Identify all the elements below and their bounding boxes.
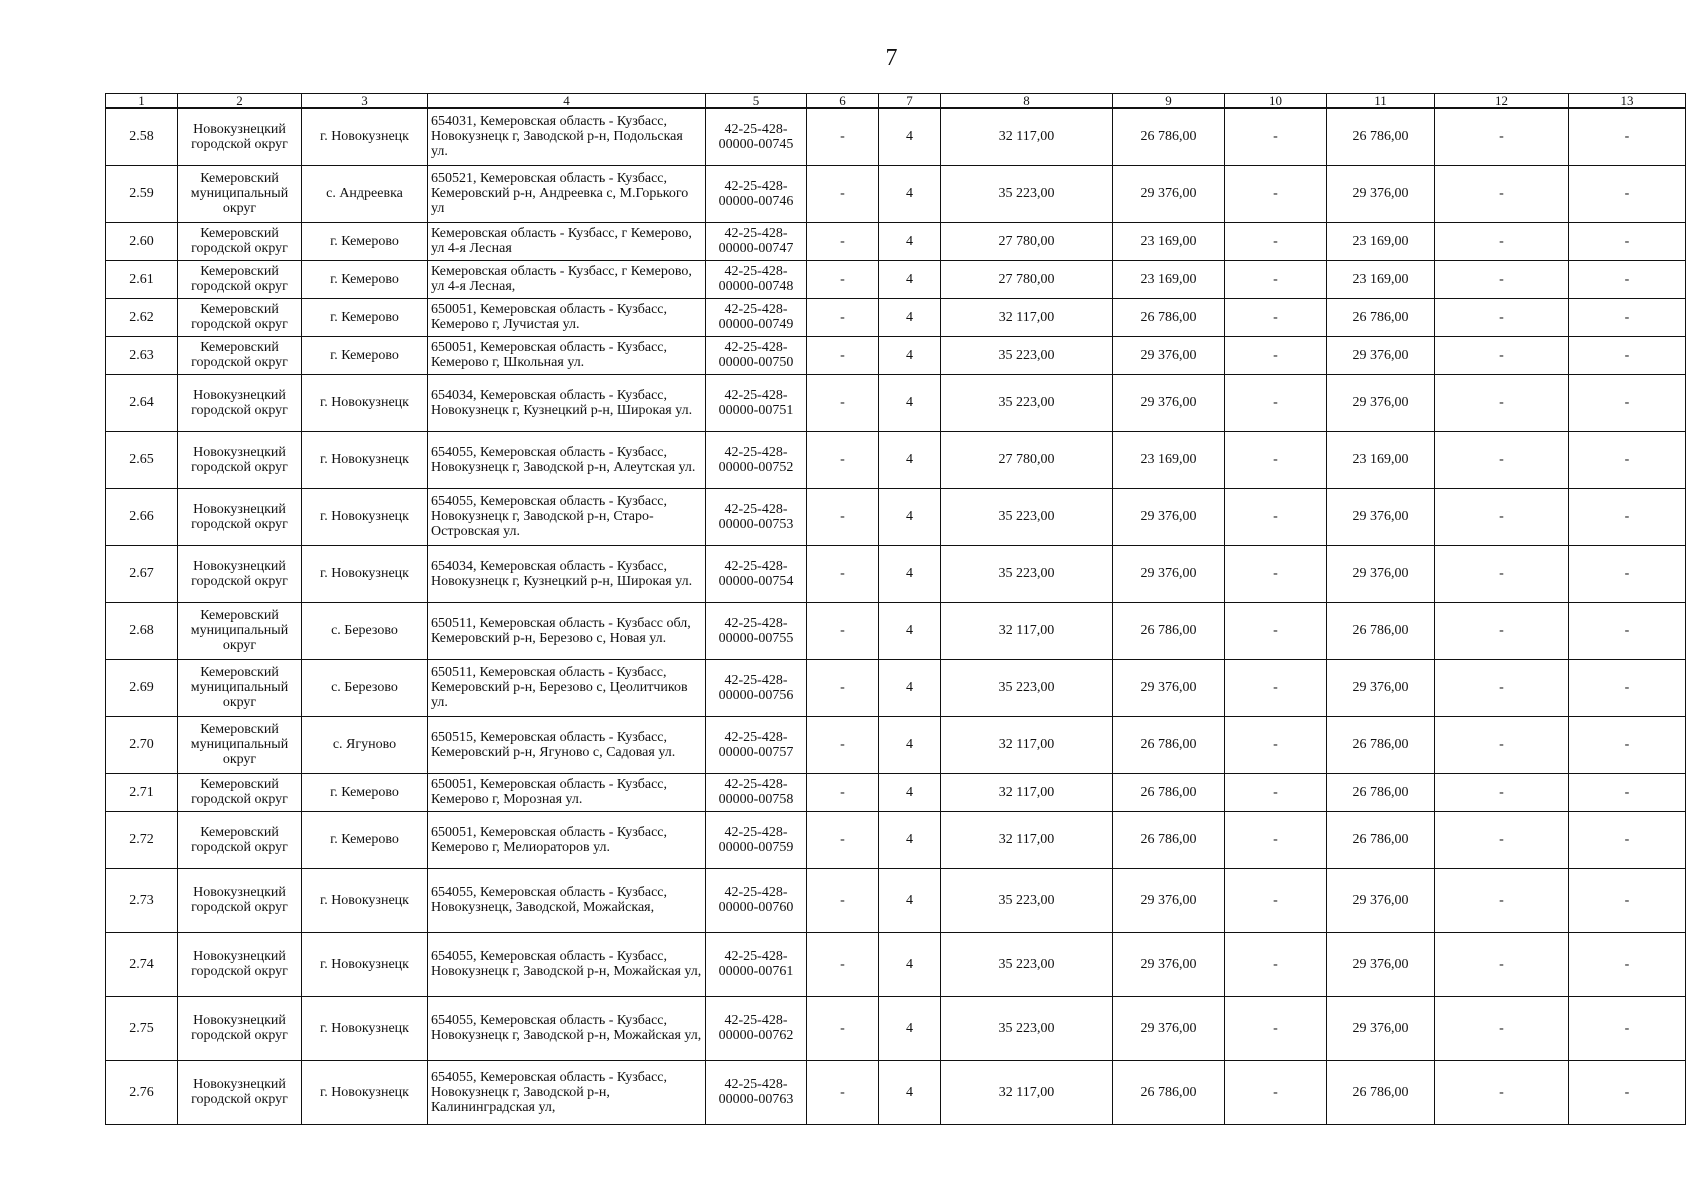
cell-col-6: - (807, 1060, 879, 1124)
cell-address: 654055, Кемеровская область - Кузбасс, Новокузнецк г, Заводской р-н, Можайская ул, (428, 996, 706, 1060)
column-header: 3 (302, 94, 428, 109)
cell-code: 42-25-428-00000-00748 (706, 260, 807, 298)
cell-col-12: - (1435, 545, 1569, 602)
cell-row-number: 2.71 (106, 773, 178, 811)
cell-col-7: 4 (879, 298, 941, 336)
cell-col-7: 4 (879, 374, 941, 431)
cell-col-11: 29 376,00 (1327, 996, 1435, 1060)
cell-col-6: - (807, 260, 879, 298)
cell-col-11: 23 169,00 (1327, 431, 1435, 488)
cell-code: 42-25-428-00000-00756 (706, 659, 807, 716)
cell-col-7: 4 (879, 488, 941, 545)
cell-col-7: 4 (879, 602, 941, 659)
cell-municipality: Новокузнецкий городской округ (178, 488, 302, 545)
cell-settlement: с. Березово (302, 602, 428, 659)
cell-code: 42-25-428-00000-00763 (706, 1060, 807, 1124)
cell-row-number: 2.76 (106, 1060, 178, 1124)
cell-col-7: 4 (879, 336, 941, 374)
table-row (106, 716, 1686, 773)
cell-col-6: - (807, 773, 879, 811)
cell-code: 42-25-428-00000-00752 (706, 431, 807, 488)
cell-municipality: Новокузнецкий городской округ (178, 868, 302, 932)
cell-col-8: 32 117,00 (941, 716, 1113, 773)
table-row (106, 996, 1686, 1060)
cell-municipality: Новокузнецкий городской округ (178, 374, 302, 431)
cell-address: 654034, Кемеровская область - Кузбасс, Новокузнецк г, Кузнецкий р-н, Широкая ул. (428, 545, 706, 602)
cell-col-11: 26 786,00 (1327, 811, 1435, 868)
cell-col-8: 32 117,00 (941, 811, 1113, 868)
cell-col-12: - (1435, 773, 1569, 811)
cell-col-10: - (1225, 545, 1327, 602)
cell-row-number: 2.74 (106, 932, 178, 996)
cell-col-13: - (1569, 108, 1686, 165)
cell-settlement: г. Кемерово (302, 260, 428, 298)
cell-col-8: 32 117,00 (941, 108, 1113, 165)
cell-settlement: г. Новокузнецк (302, 374, 428, 431)
table-row (106, 602, 1686, 659)
cell-col-10: - (1225, 431, 1327, 488)
table-row (106, 336, 1686, 374)
cell-address: 654055, Кемеровская область - Кузбасс, Новокузнецк г, Заводской р-н, Алеутская ул. (428, 431, 706, 488)
cell-settlement: г. Новокузнецк (302, 996, 428, 1060)
cell-col-8: 32 117,00 (941, 602, 1113, 659)
cell-col-8: 32 117,00 (941, 1060, 1113, 1124)
cell-municipality: Кемеровский городской округ (178, 298, 302, 336)
table-row (106, 773, 1686, 811)
cell-address: 654034, Кемеровская область - Кузбасс, Новокузнецк г, Кузнецкий р-н, Широкая ул. (428, 374, 706, 431)
cell-col-12: - (1435, 298, 1569, 336)
cell-col-6: - (807, 222, 879, 260)
cell-col-13: - (1569, 488, 1686, 545)
cell-col-7: 4 (879, 996, 941, 1060)
cell-code: 42-25-428-00000-00762 (706, 996, 807, 1060)
cell-col-8: 27 780,00 (941, 260, 1113, 298)
cell-col-10: - (1225, 811, 1327, 868)
cell-col-10: - (1225, 374, 1327, 431)
cell-col-9: 26 786,00 (1113, 716, 1225, 773)
table-row (106, 545, 1686, 602)
cell-row-number: 2.70 (106, 716, 178, 773)
cell-code: 42-25-428-00000-00758 (706, 773, 807, 811)
cell-col-7: 4 (879, 716, 941, 773)
cell-code: 42-25-428-00000-00750 (706, 336, 807, 374)
cell-col-9: 23 169,00 (1113, 222, 1225, 260)
cell-municipality: Кемеровский муниципальный округ (178, 659, 302, 716)
table-row (106, 811, 1686, 868)
cell-col-12: - (1435, 932, 1569, 996)
table-row (106, 222, 1686, 260)
cell-col-13: - (1569, 165, 1686, 222)
cell-col-7: 4 (879, 1060, 941, 1124)
cell-settlement: г. Кемерово (302, 773, 428, 811)
cell-row-number: 2.69 (106, 659, 178, 716)
cell-col-9: 29 376,00 (1113, 545, 1225, 602)
cell-settlement: с. Березово (302, 659, 428, 716)
cell-code: 42-25-428-00000-00760 (706, 868, 807, 932)
cell-col-6: - (807, 165, 879, 222)
cell-row-number: 2.73 (106, 868, 178, 932)
cell-col-9: 26 786,00 (1113, 108, 1225, 165)
cell-col-9: 23 169,00 (1113, 260, 1225, 298)
cell-col-9: 29 376,00 (1113, 996, 1225, 1060)
cell-col-12: - (1435, 260, 1569, 298)
cell-col-12: - (1435, 811, 1569, 868)
cell-col-11: 26 786,00 (1327, 298, 1435, 336)
cell-col-13: - (1569, 773, 1686, 811)
cell-municipality: Кемеровский городской округ (178, 811, 302, 868)
cell-address: 650051, Кемеровская область - Кузбасс, Кемерово г, Школьная ул. (428, 336, 706, 374)
data-table (105, 93, 1686, 1125)
cell-col-9: 26 786,00 (1113, 298, 1225, 336)
cell-col-10: - (1225, 488, 1327, 545)
cell-address: 650051, Кемеровская область - Кузбасс, Кемерово г, Лучистая ул. (428, 298, 706, 336)
cell-col-9: 29 376,00 (1113, 488, 1225, 545)
cell-row-number: 2.67 (106, 545, 178, 602)
cell-col-8: 27 780,00 (941, 222, 1113, 260)
cell-col-6: - (807, 868, 879, 932)
cell-col-9: 29 376,00 (1113, 374, 1225, 431)
column-header: 11 (1327, 94, 1435, 109)
cell-row-number: 2.62 (106, 298, 178, 336)
cell-municipality: Новокузнецкий городской округ (178, 545, 302, 602)
cell-row-number: 2.64 (106, 374, 178, 431)
cell-col-13: - (1569, 431, 1686, 488)
cell-col-10: - (1225, 602, 1327, 659)
cell-col-6: - (807, 108, 879, 165)
cell-col-12: - (1435, 374, 1569, 431)
cell-col-10: - (1225, 222, 1327, 260)
cell-row-number: 2.72 (106, 811, 178, 868)
cell-address: 650511, Кемеровская область - Кузбасс обл, Кемеровский р-н, Березово с, Новая ул. (428, 602, 706, 659)
cell-col-6: - (807, 374, 879, 431)
cell-address: 650051, Кемеровская область - Кузбасс, Кемерово г, Морозная ул. (428, 773, 706, 811)
column-header: 8 (941, 94, 1113, 109)
column-header: 2 (178, 94, 302, 109)
cell-settlement: г. Новокузнецк (302, 108, 428, 165)
cell-col-6: - (807, 811, 879, 868)
cell-row-number: 2.59 (106, 165, 178, 222)
cell-col-9: 23 169,00 (1113, 431, 1225, 488)
cell-code: 42-25-428-00000-00751 (706, 374, 807, 431)
cell-address: 654055, Кемеровская область - Кузбасс, Новокузнецк г, Заводской р-н, Старо-Островская ул. (428, 488, 706, 545)
cell-col-8: 35 223,00 (941, 659, 1113, 716)
cell-col-13: - (1569, 222, 1686, 260)
table-row (106, 165, 1686, 222)
cell-code: 42-25-428-00000-00755 (706, 602, 807, 659)
cell-municipality: Кемеровский городской округ (178, 773, 302, 811)
cell-col-8: 35 223,00 (941, 996, 1113, 1060)
cell-col-9: 29 376,00 (1113, 932, 1225, 996)
cell-col-13: - (1569, 659, 1686, 716)
cell-col-6: - (807, 659, 879, 716)
table-row (106, 108, 1686, 165)
cell-col-13: - (1569, 1060, 1686, 1124)
cell-settlement: г. Новокузнецк (302, 431, 428, 488)
cell-col-7: 4 (879, 260, 941, 298)
cell-row-number: 2.60 (106, 222, 178, 260)
cell-col-13: - (1569, 996, 1686, 1060)
cell-col-7: 4 (879, 932, 941, 996)
column-header: 13 (1569, 94, 1686, 109)
cell-col-13: - (1569, 811, 1686, 868)
cell-col-12: - (1435, 716, 1569, 773)
cell-col-7: 4 (879, 222, 941, 260)
cell-col-10: - (1225, 298, 1327, 336)
cell-address: 654055, Кемеровская область - Кузбасс, Новокузнецк, Заводской, Можайская, (428, 868, 706, 932)
cell-code: 42-25-428-00000-00753 (706, 488, 807, 545)
cell-col-6: - (807, 545, 879, 602)
cell-col-6: - (807, 996, 879, 1060)
cell-col-9: 29 376,00 (1113, 868, 1225, 932)
cell-settlement: г. Новокузнецк (302, 545, 428, 602)
cell-col-13: - (1569, 932, 1686, 996)
cell-address: Кемеровская область - Кузбасс, г Кемерово, ул 4-я Лесная, (428, 260, 706, 298)
cell-col-6: - (807, 602, 879, 659)
cell-municipality: Кемеровский городской округ (178, 222, 302, 260)
cell-settlement: г. Кемерово (302, 336, 428, 374)
cell-settlement: с. Ягуново (302, 716, 428, 773)
table-row (106, 659, 1686, 716)
header-row (106, 94, 1686, 109)
cell-col-6: - (807, 488, 879, 545)
cell-col-10: - (1225, 716, 1327, 773)
cell-municipality: Новокузнецкий городской округ (178, 932, 302, 996)
cell-address: 650511, Кемеровская область - Кузбасс, Кемеровский р-н, Березово с, Цеолитчиков ул. (428, 659, 706, 716)
cell-col-8: 35 223,00 (941, 165, 1113, 222)
cell-col-10: - (1225, 932, 1327, 996)
cell-settlement: г. Кемерово (302, 811, 428, 868)
cell-col-13: - (1569, 336, 1686, 374)
cell-municipality: Кемеровский городской округ (178, 336, 302, 374)
cell-address: 654031, Кемеровская область - Кузбасс, Новокузнецк г, Заводской р-н, Подольская ул. (428, 108, 706, 165)
cell-settlement: г. Новокузнецк (302, 932, 428, 996)
cell-col-6: - (807, 932, 879, 996)
cell-col-10: - (1225, 1060, 1327, 1124)
cell-address: Кемеровская область - Кузбасс, г Кемерово, ул 4-я Лесная (428, 222, 706, 260)
cell-col-11: 29 376,00 (1327, 374, 1435, 431)
cell-col-12: - (1435, 996, 1569, 1060)
cell-col-11: 29 376,00 (1327, 932, 1435, 996)
cell-col-11: 29 376,00 (1327, 165, 1435, 222)
cell-col-12: - (1435, 431, 1569, 488)
cell-address: 654055, Кемеровская область - Кузбасс, Новокузнецк г, Заводской р-н, Можайская ул, (428, 932, 706, 996)
column-header: 7 (879, 94, 941, 109)
cell-municipality: Кемеровский муниципальный округ (178, 165, 302, 222)
cell-col-9: 26 786,00 (1113, 811, 1225, 868)
cell-col-13: - (1569, 260, 1686, 298)
cell-code: 42-25-428-00000-00759 (706, 811, 807, 868)
cell-col-9: 29 376,00 (1113, 165, 1225, 222)
cell-col-10: - (1225, 868, 1327, 932)
cell-col-11: 26 786,00 (1327, 716, 1435, 773)
cell-col-7: 4 (879, 545, 941, 602)
cell-col-11: 26 786,00 (1327, 602, 1435, 659)
cell-col-6: - (807, 716, 879, 773)
cell-col-12: - (1435, 222, 1569, 260)
cell-col-13: - (1569, 374, 1686, 431)
cell-col-10: - (1225, 659, 1327, 716)
cell-settlement: г. Кемерово (302, 222, 428, 260)
cell-col-11: 29 376,00 (1327, 868, 1435, 932)
table-row (106, 260, 1686, 298)
cell-col-6: - (807, 298, 879, 336)
cell-col-13: - (1569, 602, 1686, 659)
cell-municipality: Кемеровский муниципальный округ (178, 716, 302, 773)
cell-address: 650051, Кемеровская область - Кузбасс, Кемерово г, Мелиораторов ул. (428, 811, 706, 868)
column-header: 12 (1435, 94, 1569, 109)
table-row (106, 488, 1686, 545)
column-header: 10 (1225, 94, 1327, 109)
column-header: 1 (106, 94, 178, 109)
cell-col-13: - (1569, 868, 1686, 932)
cell-code: 42-25-428-00000-00757 (706, 716, 807, 773)
column-header: 5 (706, 94, 807, 109)
cell-col-8: 32 117,00 (941, 298, 1113, 336)
page-number: 7 (885, 45, 898, 71)
cell-settlement: г. Новокузнецк (302, 1060, 428, 1124)
cell-col-10: - (1225, 336, 1327, 374)
cell-col-11: 29 376,00 (1327, 488, 1435, 545)
cell-col-11: 29 376,00 (1327, 659, 1435, 716)
cell-municipality: Кемеровский городской округ (178, 260, 302, 298)
column-header: 9 (1113, 94, 1225, 109)
table-row (106, 374, 1686, 431)
cell-col-11: 26 786,00 (1327, 108, 1435, 165)
cell-code: 42-25-428-00000-00754 (706, 545, 807, 602)
cell-col-9: 29 376,00 (1113, 336, 1225, 374)
cell-address: 654055, Кемеровская область - Кузбасс, Новокузнецк г, Заводской р-н, Калининградская ул, (428, 1060, 706, 1124)
cell-row-number: 2.68 (106, 602, 178, 659)
cell-col-7: 4 (879, 108, 941, 165)
cell-col-10: - (1225, 165, 1327, 222)
table-row (106, 298, 1686, 336)
cell-settlement: г. Новокузнецк (302, 868, 428, 932)
cell-col-9: 26 786,00 (1113, 602, 1225, 659)
cell-col-7: 4 (879, 773, 941, 811)
table-row (106, 431, 1686, 488)
cell-row-number: 2.66 (106, 488, 178, 545)
cell-col-13: - (1569, 716, 1686, 773)
cell-row-number: 2.63 (106, 336, 178, 374)
cell-col-7: 4 (879, 868, 941, 932)
cell-col-13: - (1569, 298, 1686, 336)
cell-settlement: г. Кемерово (302, 298, 428, 336)
cell-col-8: 35 223,00 (941, 545, 1113, 602)
table-body (106, 108, 1686, 1124)
cell-col-8: 35 223,00 (941, 488, 1113, 545)
cell-col-8: 35 223,00 (941, 932, 1113, 996)
cell-row-number: 2.61 (106, 260, 178, 298)
table-row (106, 868, 1686, 932)
cell-col-11: 29 376,00 (1327, 336, 1435, 374)
cell-col-7: 4 (879, 659, 941, 716)
cell-address: 650521, Кемеровская область - Кузбасс, Кемеровский р-н, Андреевка с, М.Горького ул (428, 165, 706, 222)
cell-row-number: 2.65 (106, 431, 178, 488)
cell-code: 42-25-428-00000-00745 (706, 108, 807, 165)
cell-col-10: - (1225, 108, 1327, 165)
cell-col-11: 26 786,00 (1327, 1060, 1435, 1124)
cell-col-7: 4 (879, 431, 941, 488)
cell-col-12: - (1435, 1060, 1569, 1124)
cell-col-8: 35 223,00 (941, 336, 1113, 374)
cell-col-12: - (1435, 659, 1569, 716)
cell-col-12: - (1435, 165, 1569, 222)
cell-code: 42-25-428-00000-00761 (706, 932, 807, 996)
cell-col-10: - (1225, 996, 1327, 1060)
cell-col-13: - (1569, 545, 1686, 602)
cell-municipality: Новокузнецкий городской округ (178, 108, 302, 165)
cell-municipality: Новокузнецкий городской округ (178, 996, 302, 1060)
cell-col-12: - (1435, 602, 1569, 659)
cell-col-7: 4 (879, 811, 941, 868)
cell-municipality: Новокузнецкий городской округ (178, 431, 302, 488)
cell-code: 42-25-428-00000-00749 (706, 298, 807, 336)
cell-settlement: г. Новокузнецк (302, 488, 428, 545)
cell-col-11: 23 169,00 (1327, 260, 1435, 298)
cell-settlement: с. Андреевка (302, 165, 428, 222)
cell-col-12: - (1435, 336, 1569, 374)
cell-col-11: 29 376,00 (1327, 545, 1435, 602)
cell-code: 42-25-428-00000-00746 (706, 165, 807, 222)
cell-col-12: - (1435, 108, 1569, 165)
cell-col-11: 26 786,00 (1327, 773, 1435, 811)
cell-municipality: Кемеровский муниципальный округ (178, 602, 302, 659)
cell-address: 650515, Кемеровская область - Кузбасс, Кемеровский р-н, Ягуново с, Садовая ул. (428, 716, 706, 773)
cell-col-10: - (1225, 773, 1327, 811)
cell-code: 42-25-428-00000-00747 (706, 222, 807, 260)
cell-col-9: 29 376,00 (1113, 659, 1225, 716)
cell-col-6: - (807, 431, 879, 488)
cell-col-11: 23 169,00 (1327, 222, 1435, 260)
cell-col-12: - (1435, 488, 1569, 545)
cell-col-12: - (1435, 868, 1569, 932)
cell-col-9: 26 786,00 (1113, 1060, 1225, 1124)
column-header: 4 (428, 94, 706, 109)
cell-col-6: - (807, 336, 879, 374)
column-header: 6 (807, 94, 879, 109)
table-header (106, 94, 1686, 109)
cell-row-number: 2.75 (106, 996, 178, 1060)
cell-col-8: 27 780,00 (941, 431, 1113, 488)
table-row (106, 1060, 1686, 1124)
cell-row-number: 2.58 (106, 108, 178, 165)
table-row (106, 932, 1686, 996)
cell-col-10: - (1225, 260, 1327, 298)
cell-col-8: 35 223,00 (941, 374, 1113, 431)
cell-col-9: 26 786,00 (1113, 773, 1225, 811)
cell-col-8: 32 117,00 (941, 773, 1113, 811)
cell-col-7: 4 (879, 165, 941, 222)
cell-col-8: 35 223,00 (941, 868, 1113, 932)
cell-municipality: Новокузнецкий городской округ (178, 1060, 302, 1124)
